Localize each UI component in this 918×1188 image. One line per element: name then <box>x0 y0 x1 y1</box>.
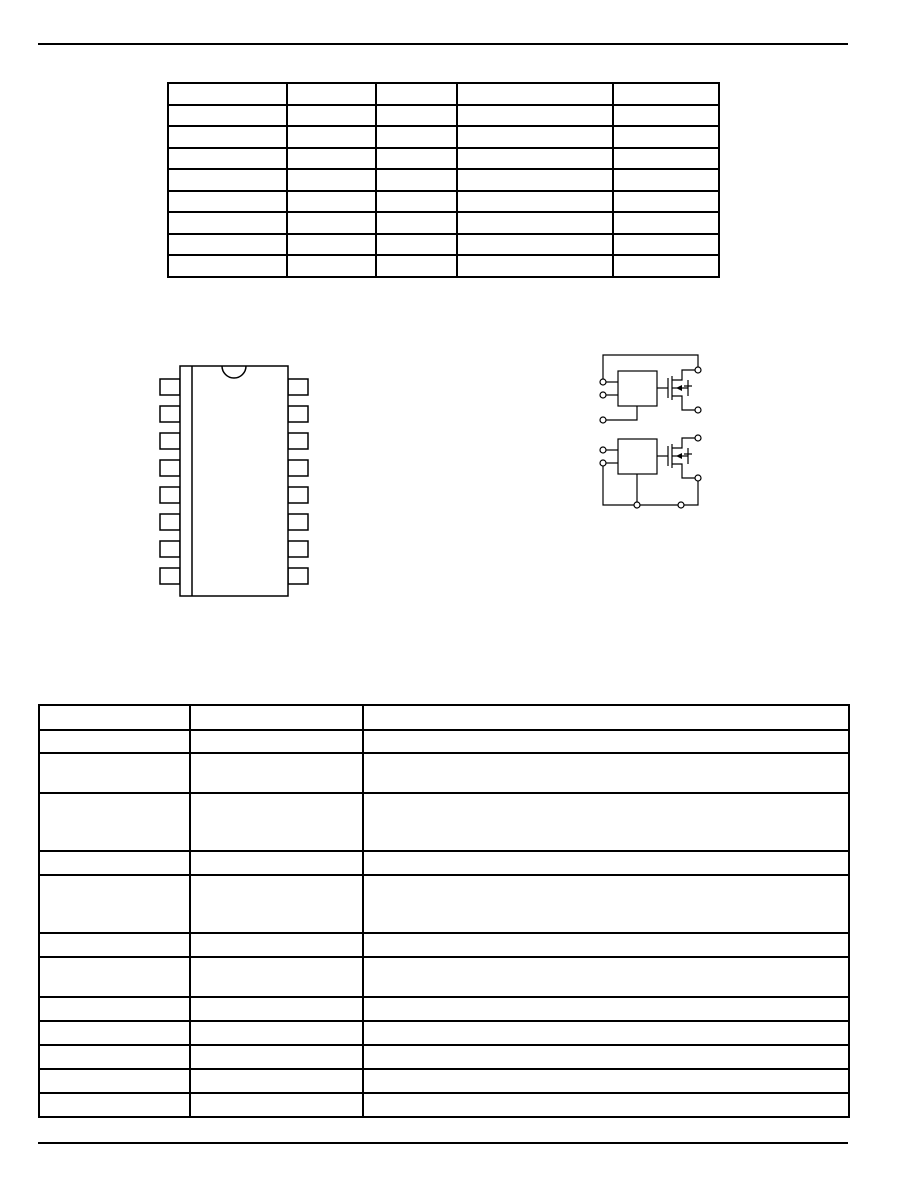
driver-block-2 <box>618 439 657 474</box>
package-pin-right-1 <box>288 379 308 395</box>
ordering-table-cell <box>287 169 376 191</box>
package-pin-right-8 <box>288 568 308 584</box>
package-pin-left-5 <box>160 487 180 503</box>
header-rule <box>38 43 848 45</box>
block-diagram <box>594 350 724 520</box>
pin-table-row <box>39 957 849 997</box>
ordering-table-cell <box>613 255 719 277</box>
ordering-table-cell <box>613 234 719 256</box>
pin-table-row <box>39 1093 849 1117</box>
ordering-table-row <box>168 105 719 127</box>
pin-table-row <box>39 753 849 793</box>
footer-rule <box>38 1142 848 1144</box>
pin-table-cell <box>190 730 363 753</box>
terminal-gnd1 <box>600 417 606 423</box>
package-pin-right-4 <box>288 460 308 476</box>
pin-table-cell <box>39 753 190 793</box>
pin-table-cell <box>190 1093 363 1117</box>
terminal-out <box>678 502 684 508</box>
ordering-table-row <box>168 169 719 191</box>
ordering-table-cell <box>613 148 719 170</box>
pin-table-cell <box>190 705 363 730</box>
ordering-table-cell <box>168 212 287 234</box>
pin-table-cell <box>39 793 190 851</box>
ordering-table-cell <box>168 126 287 148</box>
ordering-table-row <box>168 83 719 105</box>
pin-table-row <box>39 793 849 851</box>
pin-table-cell <box>190 997 363 1021</box>
ordering-table-cell <box>457 148 613 170</box>
ordering-table-row <box>168 148 719 170</box>
ordering-table-cell <box>613 191 719 213</box>
terminal-gnd2 <box>634 502 640 508</box>
pin-table-cell <box>363 793 849 851</box>
driver-block-1 <box>618 371 657 406</box>
pin-description-table <box>38 704 850 1118</box>
pin-table-cell <box>190 793 363 851</box>
ordering-table-cell <box>287 105 376 127</box>
ordering-table-cell <box>457 212 613 234</box>
terminal-drain2 <box>695 435 701 441</box>
terminal-in2 <box>600 392 606 398</box>
ordering-table-row <box>168 255 719 277</box>
ordering-table-cell <box>613 105 719 127</box>
package-pin-left-7 <box>160 541 180 557</box>
pin-table-row <box>39 933 849 957</box>
pin-table-cell <box>39 1045 190 1069</box>
ordering-table-cell <box>376 105 457 127</box>
ordering-table-cell <box>168 234 287 256</box>
ordering-table-cell <box>168 105 287 127</box>
pin-table-cell <box>39 851 190 875</box>
terminal-source2 <box>695 475 701 481</box>
pin-table-row <box>39 1045 849 1069</box>
pin-table-cell <box>363 705 849 730</box>
pin-table-cell <box>39 1021 190 1045</box>
ordering-table-row <box>168 126 719 148</box>
pin-table-cell <box>190 1069 363 1093</box>
pin-table-cell <box>190 1045 363 1069</box>
ordering-table-cell <box>287 255 376 277</box>
ordering-table-cell <box>376 126 457 148</box>
pin-table-cell <box>363 1093 849 1117</box>
pin-table-cell <box>39 933 190 957</box>
ordering-table-cell <box>457 191 613 213</box>
ordering-table-cell <box>287 234 376 256</box>
ordering-table-cell <box>168 148 287 170</box>
ordering-table-cell <box>376 191 457 213</box>
ordering-table-cell <box>613 126 719 148</box>
pin-table-cell <box>363 753 849 793</box>
ordering-table-cell <box>457 83 613 105</box>
package-pin-left-3 <box>160 433 180 449</box>
ordering-table-cell <box>457 234 613 256</box>
package-pin-left-1 <box>160 379 180 395</box>
pin-table-cell <box>363 1045 849 1069</box>
package-pin-left-8 <box>160 568 180 584</box>
package-pin-right-5 <box>288 487 308 503</box>
ordering-table-cell <box>287 126 376 148</box>
pin-table-cell <box>190 851 363 875</box>
ordering-table-cell <box>613 83 719 105</box>
ordering-table-row <box>168 212 719 234</box>
package-pin-right-6 <box>288 514 308 530</box>
top-bus-line <box>603 355 698 380</box>
pin-table-row <box>39 997 849 1021</box>
pin-table-cell <box>363 933 849 957</box>
ordering-table-cell <box>287 191 376 213</box>
ordering-table-cell <box>457 105 613 127</box>
ordering-table-row <box>168 191 719 213</box>
pin-table-cell <box>363 957 849 997</box>
pin-table-cell <box>39 875 190 933</box>
ordering-table-cell <box>376 212 457 234</box>
ordering-table-row <box>168 234 719 256</box>
ordering-table-cell <box>287 148 376 170</box>
package-pin-left-6 <box>160 514 180 530</box>
pin-table-cell <box>363 875 849 933</box>
pin-table-row <box>39 1021 849 1045</box>
ordering-table-cell <box>168 191 287 213</box>
ordering-table-cell <box>457 169 613 191</box>
package-pin-left-4 <box>160 460 180 476</box>
ordering-table-cell <box>376 169 457 191</box>
pin-table-cell <box>190 753 363 793</box>
ordering-table-cell <box>287 83 376 105</box>
pin-table-row <box>39 875 849 933</box>
pin-description-table-body <box>39 705 849 1117</box>
package-pin-left-2 <box>160 406 180 422</box>
package-pinout-diagram <box>150 360 320 610</box>
pin-table-cell <box>363 1069 849 1093</box>
ordering-table-body <box>168 83 719 277</box>
pin-table-row <box>39 1069 849 1093</box>
terminal-source1 <box>695 407 701 413</box>
terminal-in4 <box>600 460 606 466</box>
bottom-bus-line <box>603 460 698 505</box>
ordering-table-cell <box>168 169 287 191</box>
pin-table-cell <box>363 851 849 875</box>
ordering-table-cell <box>457 255 613 277</box>
package-pin-right-2 <box>288 406 308 422</box>
terminal-drain1 <box>695 367 701 373</box>
pin-table-row <box>39 705 849 730</box>
pin-table-cell <box>190 1021 363 1045</box>
pin-table-cell <box>363 1021 849 1045</box>
pin-table-cell <box>363 730 849 753</box>
ordering-table-cell <box>457 126 613 148</box>
pin-table-cell <box>39 997 190 1021</box>
pin-table-cell <box>39 1093 190 1117</box>
pin-table-cell <box>190 933 363 957</box>
pin-table-cell <box>39 705 190 730</box>
ordering-table-cell <box>287 212 376 234</box>
pin-table-row <box>39 730 849 753</box>
package-pin-right-3 <box>288 433 308 449</box>
pin-table-cell <box>39 1069 190 1093</box>
ordering-table-cell <box>376 83 457 105</box>
pin-table-cell <box>190 875 363 933</box>
package-pin-right-7 <box>288 541 308 557</box>
ordering-table <box>167 82 720 278</box>
pin-table-cell <box>39 730 190 753</box>
ordering-table-cell <box>376 148 457 170</box>
terminal-in3 <box>600 447 606 453</box>
ordering-table-cell <box>376 255 457 277</box>
ordering-table-cell <box>613 212 719 234</box>
ordering-table-cell <box>376 234 457 256</box>
package-body <box>180 366 288 596</box>
pin-table-cell <box>190 957 363 997</box>
pin-table-cell <box>39 957 190 997</box>
ordering-table-cell <box>168 255 287 277</box>
terminal-in1 <box>600 379 606 385</box>
ordering-table-cell <box>168 83 287 105</box>
ordering-table-cell <box>613 169 719 191</box>
pin-table-cell <box>363 997 849 1021</box>
pin-table-row <box>39 851 849 875</box>
